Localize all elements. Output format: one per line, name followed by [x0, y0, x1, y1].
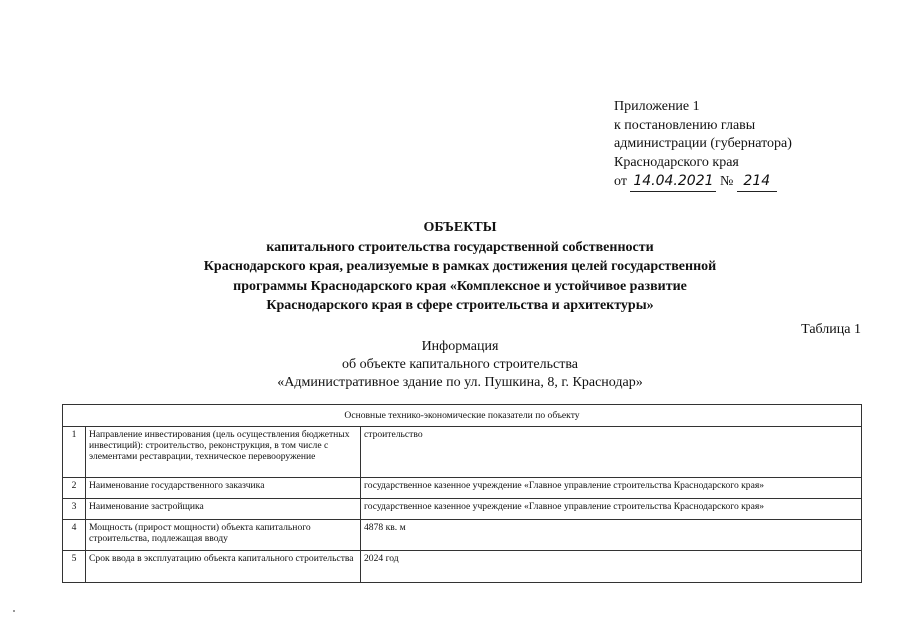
- info-line-2: об объекте капитального строительства: [342, 357, 578, 372]
- table-header: Основные технико-экономические показатели по объекту: [63, 405, 862, 427]
- appendix-line-3: администрации (губернатора): [614, 136, 792, 151]
- handwritten-date: 14.04.2021: [630, 172, 716, 192]
- row-parameter: Направление инвестирования (цель осуществления бюджетных инвестиций): строительство, реконструкция, в том числе с элементами реставрации, техническое перевооружение: [86, 427, 361, 478]
- title-line-4: программы Краснодарского края «Комплексное и устойчивое развитие: [233, 278, 687, 294]
- row-value: строительство: [361, 427, 862, 478]
- title-line-2: капитального строительства государственной собственности: [266, 239, 654, 255]
- appendix-line-4: Краснодарского края: [614, 154, 739, 170]
- table-header-row: [63, 405, 862, 427]
- title-line-3: Краснодарского края, реализуемые в рамках достижения целей государственной: [203, 259, 717, 274]
- number-sign: №: [719, 174, 734, 189]
- row-parameter: Срок ввода в эксплуатацию объекта капитального строительства: [86, 551, 361, 583]
- indicators-table: [62, 404, 862, 583]
- row-parameter: Мощность (прирост мощности) объекта капитального строительства, подлежащая вводу: [86, 520, 361, 551]
- document-title: [150, 218, 770, 316]
- table-row: [63, 551, 862, 583]
- table-label: Таблица 1: [801, 322, 861, 337]
- table-row: [63, 520, 862, 551]
- info-line-3: «Административное здание по ул. Пушкина, 8, г. Краснодар»: [277, 375, 643, 390]
- table-row: [63, 499, 862, 520]
- row-number: 1: [63, 427, 86, 478]
- info-line-1: Информация: [421, 339, 499, 354]
- row-number: 3: [63, 499, 86, 520]
- scan-speck: [13, 610, 15, 612]
- row-number: 4: [63, 520, 86, 551]
- row-value: государственное казенное учреждение «Главное управление строительства Краснодарского края»: [361, 499, 862, 520]
- table-row: [63, 478, 862, 499]
- appendix-block: [614, 98, 792, 192]
- row-parameter: Наименование государственного заказчика: [86, 478, 361, 499]
- title-line-5: Краснодарского края в сфере строительства и архитектуры»: [266, 298, 654, 313]
- row-number: 5: [63, 551, 86, 583]
- row-number: 2: [63, 478, 86, 499]
- row-value: 4878 кв. м: [361, 520, 862, 551]
- title-line-1: ОБЪЕКТЫ: [423, 220, 497, 235]
- row-value: 2024 год: [361, 551, 862, 583]
- info-heading: [200, 338, 720, 392]
- appendix-date-line: [614, 172, 792, 192]
- handwritten-number: 214: [737, 172, 777, 192]
- table-row: [63, 427, 862, 478]
- appendix-line-2: к постановлению главы: [614, 117, 756, 133]
- appendix-line-1: Приложение 1: [614, 99, 700, 114]
- row-parameter: Наименование застройщика: [86, 499, 361, 520]
- row-value: государственное казенное учреждение «Главное управление строительства Краснодарского края»: [361, 478, 862, 499]
- date-prefix: от: [614, 174, 627, 189]
